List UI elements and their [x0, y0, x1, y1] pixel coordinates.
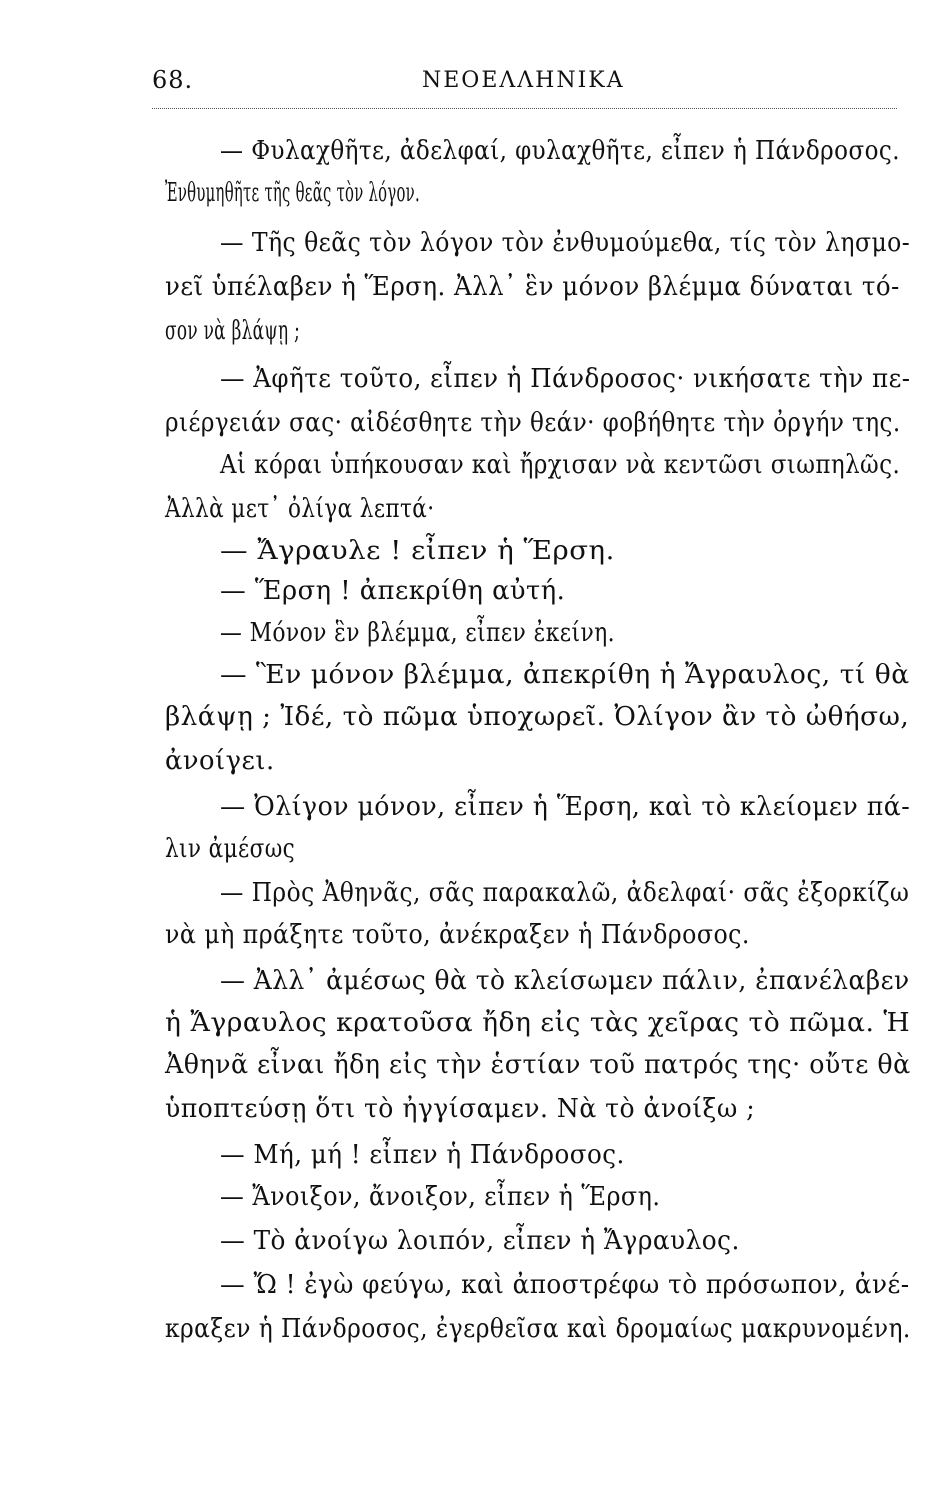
page-number: 68. [152, 66, 194, 94]
text-line: — Ἀφῆτε τοῦτο, εἶπεν ἡ Πάνδροσος· νικήσατε τὴν πε- [220, 364, 911, 394]
text-line: ριέργειάν σας· αἰδέσθητε τὴν θεάν· φοβήθητε τὴν ὀργήν της. [165, 408, 901, 438]
running-title: ΝΕΟΕΛΛΗΝΙΚΑ [422, 68, 625, 93]
text-line: κραξεν ἡ Πάνδροσος, ἐγερθεῖσα καὶ δρομαίως μακρυνομένη. [165, 1314, 911, 1344]
text-line: ἡ Ἄγραυλος κρατοῦσα ἤδη εἰς τὰς χεῖρας τὸ πῶμα. Ἡ [165, 1008, 911, 1038]
text-line: — Μόνον ἓν βλέμμα, εἶπεν ἐκείνη. [220, 618, 615, 648]
page-header [152, 62, 897, 102]
text-line: — Ὀλίγον μόνον, εἶπεν ἡ Ἕρση, καὶ τὸ κλείομεν πά- [220, 792, 911, 822]
text-line: βλάψῃ ; Ἰδέ, τὸ πῶμα ὑποχωρεῖ. Ὀλίγον ἂν τὸ ὠθήσω, [165, 702, 910, 732]
text-line: — Φυλαχθῆτε, ἀδελφαί, φυλαχθῆτε, εἶπεν ἡ Πάνδροσος. [220, 136, 900, 166]
header-rule [152, 108, 897, 109]
text-line: ἀνοίγει. [165, 746, 275, 776]
text-line: — Τὸ ἀνοίγω λοιπόν, εἶπεν ἡ Ἄγραυλος. [220, 1226, 740, 1256]
text-line: ὑποπτεύσῃ ὅτι τὸ ἠγγίσαμεν. Νὰ τὸ ἀνοίξω ; [165, 1094, 756, 1124]
text-line: λιν ἀμέσως [165, 834, 296, 864]
text-line: Ἀθηνᾶ εἶναι ἤδη εἰς τὴν ἑστίαν τοῦ πατρός της· οὔτε θὰ [165, 1050, 911, 1080]
text-line: — Ὤ ! ἐγὼ φεύγω, καὶ ἀποστρέφω τὸ πρόσωπον, ἀνέ- [220, 1270, 910, 1300]
text-line: — Ἕρση ! ἀπεκρίθη αὐτή. [220, 576, 566, 606]
text-line: — Μή, μή ! εἶπεν ἡ Πάνδροσος. [220, 1140, 625, 1170]
text-line: νὰ μὴ πράξητε τοῦτο, ἀνέκραξεν ἡ Πάνδροσος. [165, 920, 750, 950]
text-line: — Ἓν μόνον βλέμμα, ἀπεκρίθη ἡ Ἄγραυλος, τί θὰ [220, 660, 910, 690]
text-line: Ἐνθυμηθῆτε τῆς θεᾶς τὸν λόγον. [165, 178, 420, 208]
text-line: νεῖ ὑπέλαβεν ἡ Ἕρση. Ἀλλ᾽ ἓν μόνον βλέμμα δύναται τό- [165, 272, 900, 302]
text-line: σον νὰ βλάψῃ ; [165, 316, 301, 346]
text-line: — Ἄνοιξον, ἄνοιξον, εἶπεν ἡ Ἕρση. [220, 1182, 661, 1212]
text-line: — Ἄγραυλε ! εἶπεν ἡ Ἕρση. [220, 536, 615, 566]
text-line: — Πρὸς Ἀθηνᾶς, σᾶς παρακαλῶ, ἀδελφαί· σᾶς ἐξορκίζω [220, 878, 910, 908]
text-line: Ἀλλὰ μετ᾽ ὀλίγα λεπτά· [165, 494, 435, 524]
text-line: Αἱ κόραι ὑπήκουσαν καὶ ἤρχισαν νὰ κεντῶσι σιωπηλῶς. [220, 450, 901, 480]
text-line: — Τῆς θεᾶς τὸν λόγον τὸν ἐνθυμούμεθα, τίς τὸν λησμο- [220, 228, 911, 258]
text-line: — Ἀλλ᾽ ἀμέσως θὰ τὸ κλείσωμεν πάλιν, ἐπανέλαβεν [220, 966, 910, 996]
